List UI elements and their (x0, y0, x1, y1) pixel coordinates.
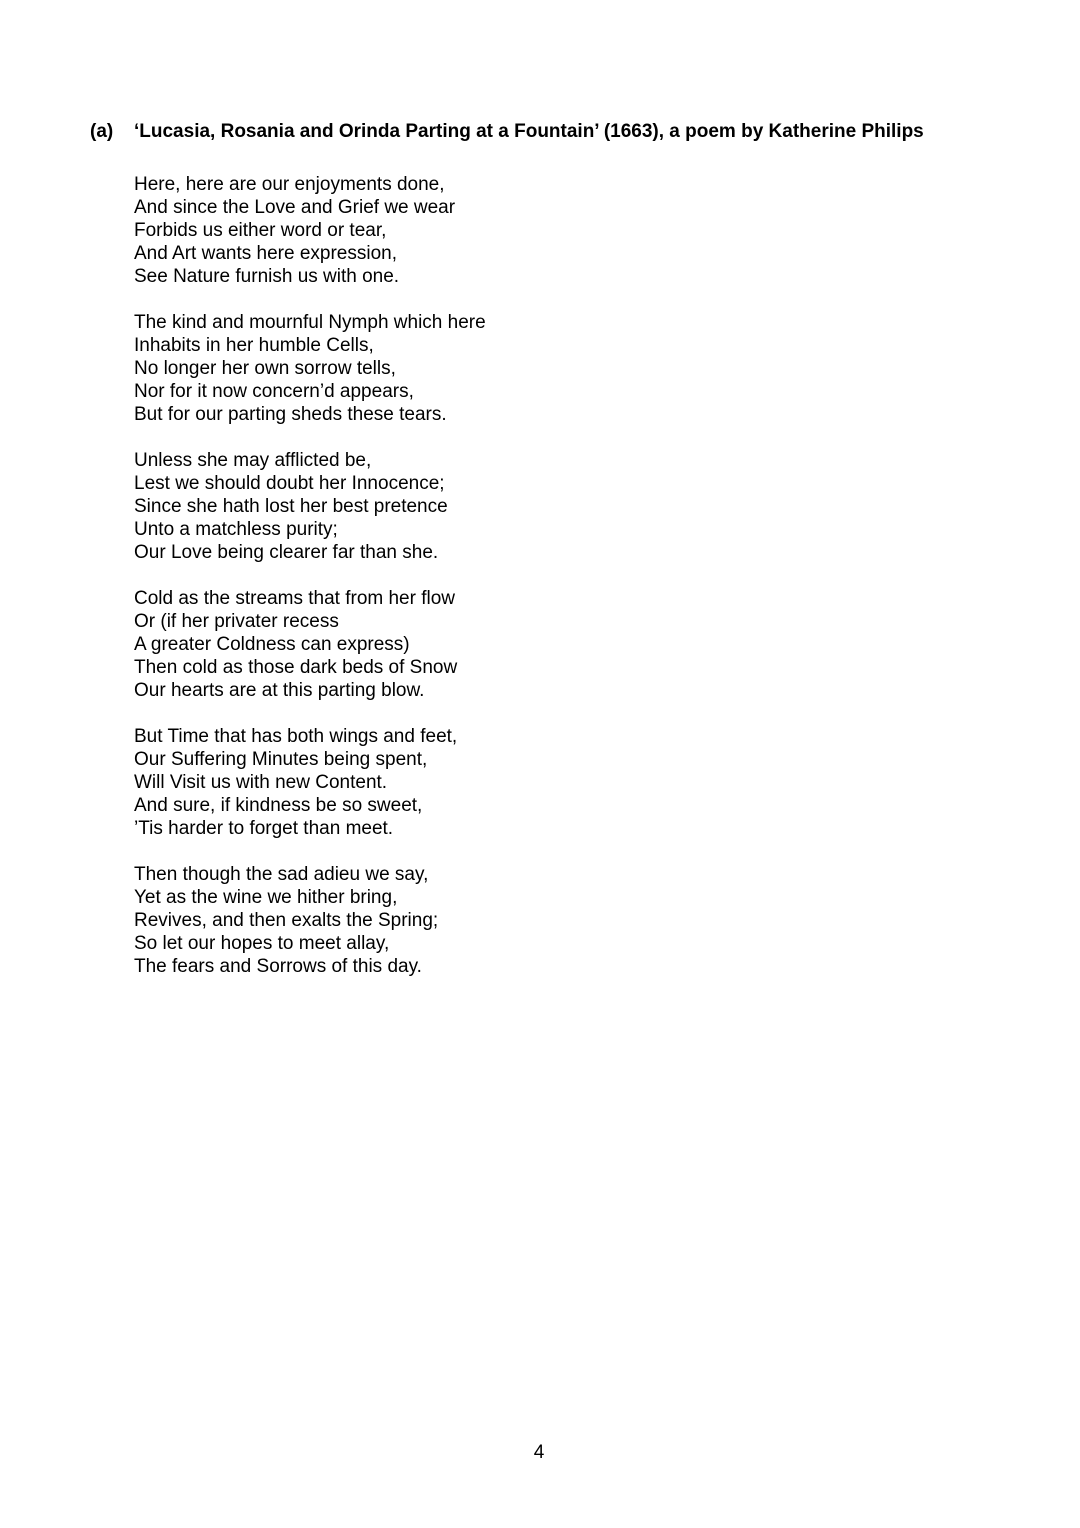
poem-line: Our Love being clearer far than she. (134, 542, 439, 563)
poem-line: The fears and Sorrows of this day. (134, 956, 422, 977)
poem-line: So let our hopes to meet allay, (134, 933, 390, 954)
poem-line: Here, here are our enjoyments done, (134, 174, 445, 195)
poem-line: And since the Love and Grief we wear (134, 197, 456, 218)
stanza (134, 173, 486, 288)
question-heading (90, 120, 924, 144)
poem-line: Unless she may afflicted be, (134, 450, 372, 471)
poem-line: Our Suffering Minutes being spent, (134, 749, 428, 770)
stanza (134, 725, 486, 840)
poem-line: Inhabits in her humble Cells, (134, 335, 374, 356)
question-label: (a) (90, 121, 114, 142)
poem-line: No longer her own sorrow tells, (134, 358, 396, 379)
poem-line: Will Visit us with new Content. (134, 772, 388, 793)
poem-line: Then though the sad adieu we say, (134, 864, 429, 885)
poem-line: But for our parting sheds these tears. (134, 404, 447, 425)
poem-line: Lest we should doubt her Innocence; (134, 473, 445, 494)
poem-line: The kind and mournful Nymph which here (134, 312, 486, 333)
stanza (134, 311, 486, 426)
poem-line: Revives, and then exalts the Spring; (134, 910, 439, 931)
page-number: 4 (533, 1442, 545, 1463)
poem-line: A greater Coldness can express) (134, 634, 410, 655)
poem-body (134, 173, 486, 1001)
poem-line: ’Tis harder to forget than meet. (134, 818, 394, 839)
poem-line: Unto a matchless purity; (134, 519, 338, 540)
poem-line: Cold as the streams that from her flow (134, 588, 456, 609)
poem-line: Our hearts are at this parting blow. (134, 680, 425, 701)
poem-line: Since she hath lost her best pretence (134, 496, 448, 517)
poem-line: Nor for it now concern’d appears, (134, 381, 414, 402)
stanza (134, 587, 486, 702)
stanza (134, 449, 486, 564)
poem-line: Yet as the wine we hither bring, (134, 887, 398, 908)
poem-line: But Time that has both wings and feet, (134, 726, 458, 747)
poem-line: And sure, if kindness be so sweet, (134, 795, 423, 816)
poem-line: See Nature furnish us with one. (134, 266, 400, 287)
poem-line: Then cold as those dark beds of Snow (134, 657, 458, 678)
poem-line: Forbids us either word or tear, (134, 220, 387, 241)
stanza (134, 863, 486, 978)
poem-title: ‘Lucasia, Rosania and Orinda Parting at a Fountain’ (1663), a poem by Katherine Philips (134, 121, 924, 142)
poem-line: Or (if her privater recess (134, 611, 339, 632)
poem-line: And Art wants here expression, (134, 243, 397, 264)
